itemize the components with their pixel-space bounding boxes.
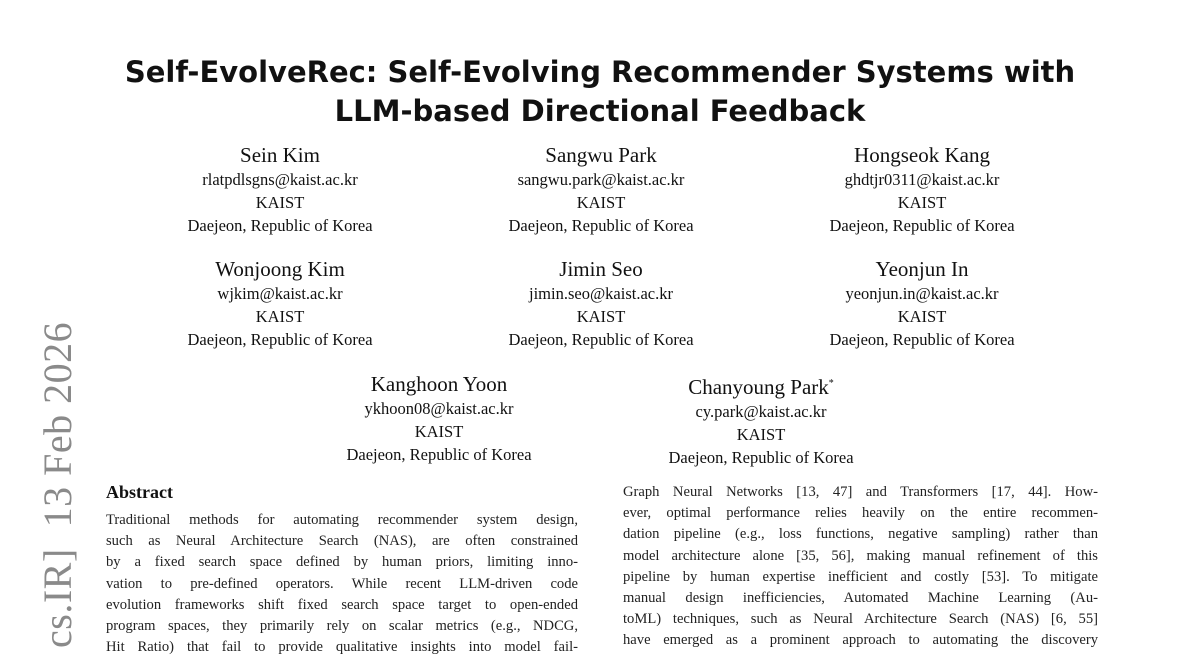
- text-line: dation pipeline (e.g., loss functions, negative sampling) rather than: [623, 526, 1098, 543]
- text-line: evolution frameworks shift fixed search space target to open-ended: [106, 596, 578, 613]
- author-block: [130, 256, 430, 351]
- author-email: yeonjun.in@kaist.ac.kr: [845, 284, 999, 303]
- author-affiliation: KAIST: [736, 425, 786, 444]
- author-block: [451, 256, 751, 351]
- author-location: Daejeon, Republic of Korea: [187, 330, 373, 349]
- author-affiliation: KAIST: [255, 193, 305, 212]
- author-block: [611, 371, 911, 469]
- author-email: jimin.seo@kaist.ac.kr: [529, 284, 673, 303]
- author-affiliation: KAIST: [897, 307, 947, 326]
- author-name: Yeonjun In: [875, 257, 969, 281]
- author-name: Sangwu Park: [545, 143, 657, 167]
- text-line: model architecture alone [35, 56], making manual refinement of this: [623, 547, 1098, 564]
- text-line: program spaces, they primarily rely on scalar metrics (e.g., NDCG,: [106, 618, 578, 635]
- author-block: [772, 142, 1072, 237]
- author-email: rlatpdlsgns@kaist.ac.kr: [202, 170, 358, 189]
- text-line: manual design inefficiencies, Automated Machine Learning (Au-: [623, 590, 1098, 607]
- text-line: by a fixed search space defined by human priors, limiting inno-: [106, 554, 578, 571]
- author-name: Sein Kim: [240, 143, 320, 167]
- author-location: Daejeon, Republic of Korea: [829, 216, 1015, 235]
- author-email: sangwu.park@kaist.ac.kr: [517, 170, 685, 189]
- text-line: pipeline by human expertise inefficient and costly [53]. To mitigate: [623, 568, 1098, 585]
- text-line: Graph Neural Networks [13, 47] and Transformers [17, 44]. How-: [623, 484, 1098, 500]
- author-location: Daejeon, Republic of Korea: [508, 216, 694, 235]
- author-name: Wonjoong Kim: [215, 257, 345, 281]
- author-affiliation: KAIST: [897, 193, 947, 212]
- author-affiliation: KAIST: [576, 307, 626, 326]
- text-line: such as Neural Architecture Search (NAS), are often constrained: [106, 533, 578, 550]
- author-block: [451, 142, 751, 237]
- author-affiliation: KAIST: [255, 307, 305, 326]
- arxiv-stamp: cs.IR] 13 Feb 2026: [35, 321, 80, 648]
- author-name: Kanghoon Yoon: [370, 372, 508, 396]
- intro-text: [623, 482, 1098, 652]
- author-name: Hongseok Kang: [854, 143, 990, 167]
- title-line-1: Self-EvolveRec: Self-Evolving Recommender Systems with: [124, 55, 1076, 89]
- author-email: ghdtjr0311@kaist.ac.kr: [844, 170, 1000, 189]
- author-location: Daejeon, Republic of Korea: [346, 445, 532, 464]
- author-email: cy.park@kaist.ac.kr: [695, 402, 827, 421]
- author-location: Daejeon, Republic of Korea: [668, 448, 854, 467]
- author-block: [130, 142, 430, 237]
- abstract-heading: Abstract: [106, 482, 173, 502]
- author-name: [611, 371, 911, 400]
- author-block: [289, 371, 589, 466]
- text-line: toML) techniques, such as Neural Architecture Search (NAS) [6, 55]: [623, 611, 1098, 628]
- title-line-2: LLM-based Directional Feedback: [334, 94, 866, 128]
- text-line: vation to pre-defined operators. While recent LLM-driven code: [106, 575, 578, 592]
- text-line: Traditional methods for automating recommender system design,: [106, 512, 578, 528]
- abstract-text: [106, 510, 578, 658]
- text-line: Hit Ratio) that fail to provide qualitative insights into model fail-: [106, 639, 578, 656]
- author-name: Jimin Seo: [559, 257, 643, 281]
- paper-title: [100, 53, 1100, 131]
- author-email: ykhoon08@kaist.ac.kr: [364, 399, 514, 418]
- author-affiliation: KAIST: [414, 422, 464, 441]
- corresponding-author-mark: *: [828, 378, 834, 389]
- author-location: Daejeon, Republic of Korea: [829, 330, 1015, 349]
- author-email: wjkim@kaist.ac.kr: [217, 284, 343, 303]
- author-block: [772, 256, 1072, 351]
- text-line: have emerged as a prominent approach to automating the discovery: [623, 632, 1098, 649]
- author-location: Daejeon, Republic of Korea: [187, 216, 373, 235]
- author-location: Daejeon, Republic of Korea: [508, 330, 694, 349]
- text-line: ever, optimal performance relies heavily on the entire recommen-: [623, 505, 1098, 522]
- author-name-text: Chanyoung Park: [688, 375, 829, 399]
- author-affiliation: KAIST: [576, 193, 626, 212]
